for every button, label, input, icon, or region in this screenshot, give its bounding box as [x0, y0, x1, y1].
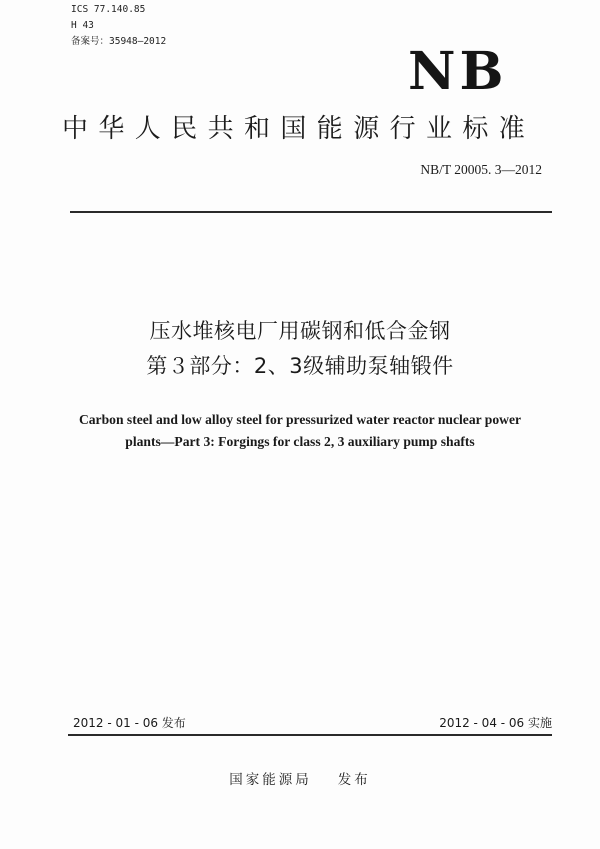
english-title: Carbon steel and low alloy steel for pressurized water reactor nuclear power plants—Part 3: Forgings for class 2, 3 auxiliary pump shafts [78, 412, 522, 449]
implementation-date: 2012 - 04 - 06 实施 [439, 716, 552, 730]
ccs-code: H 43 [71, 20, 94, 31]
issuer-action: 发布 [337, 772, 371, 788]
bottom-divider [68, 734, 552, 736]
issuing-authority [0, 768, 600, 788]
issuer-name: 国家能源局 [229, 772, 312, 788]
filing-number: 备案号：35948—2012 [71, 36, 167, 47]
chinese-title-line-2: 第３部分：2、3级辅助泵轴锻件 [146, 354, 454, 378]
standard-type-heading: 中华人民共和国能源行业标准 [62, 114, 536, 144]
classification-block [71, 2, 166, 50]
top-divider [70, 211, 552, 213]
ics-code: ICS 77.140.85 [71, 4, 146, 15]
issue-date: 2012 - 01 - 06 发布 [73, 716, 186, 730]
chinese-title [0, 314, 600, 384]
chinese-title-line-1: 压水堆核电厂用碳钢和低合金钢 [149, 319, 451, 343]
nb-logo: NB [408, 41, 508, 102]
standard-number: NB/T 20005. 3—2012 [420, 162, 542, 177]
